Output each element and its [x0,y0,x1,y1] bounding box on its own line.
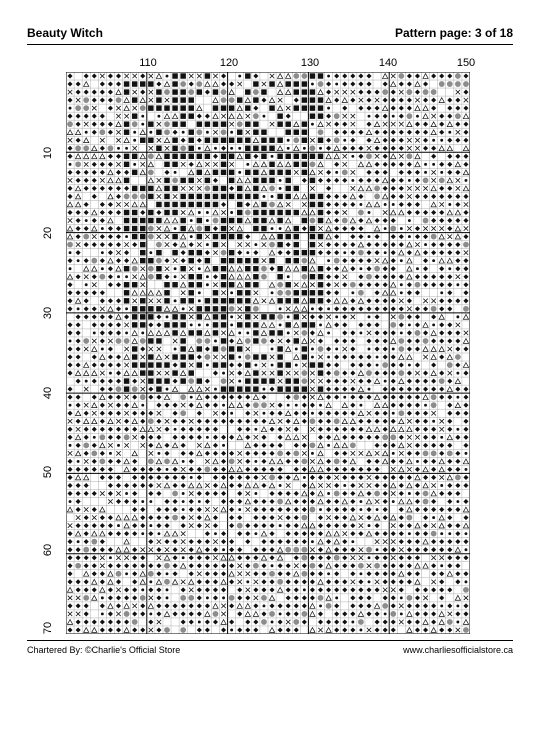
column-number: 130 [300,57,320,69]
column-number: 150 [456,57,476,69]
row-number: 60 [42,543,54,557]
row-number: 40 [42,386,54,400]
header-rule [27,44,513,45]
pattern-title: Beauty Witch [27,26,103,40]
column-number: 110 [139,57,157,69]
footer-rule [27,640,513,641]
stitch-chart-grid [66,72,470,634]
column-number: 120 [219,57,239,69]
row-number: 10 [42,146,54,160]
row-number: 50 [42,465,54,479]
row-number: 20 [42,226,54,240]
chartered-by: Chartered By: ©Charlie's Official Store [27,645,181,655]
store-url: www.charliesofficialstore.ca [403,645,513,655]
page-header [27,26,513,42]
row-number: 30 [42,306,54,320]
page-number: Pattern page: 3 of 18 [394,26,513,40]
column-number: 140 [378,57,398,69]
row-number: 70 [42,621,54,635]
